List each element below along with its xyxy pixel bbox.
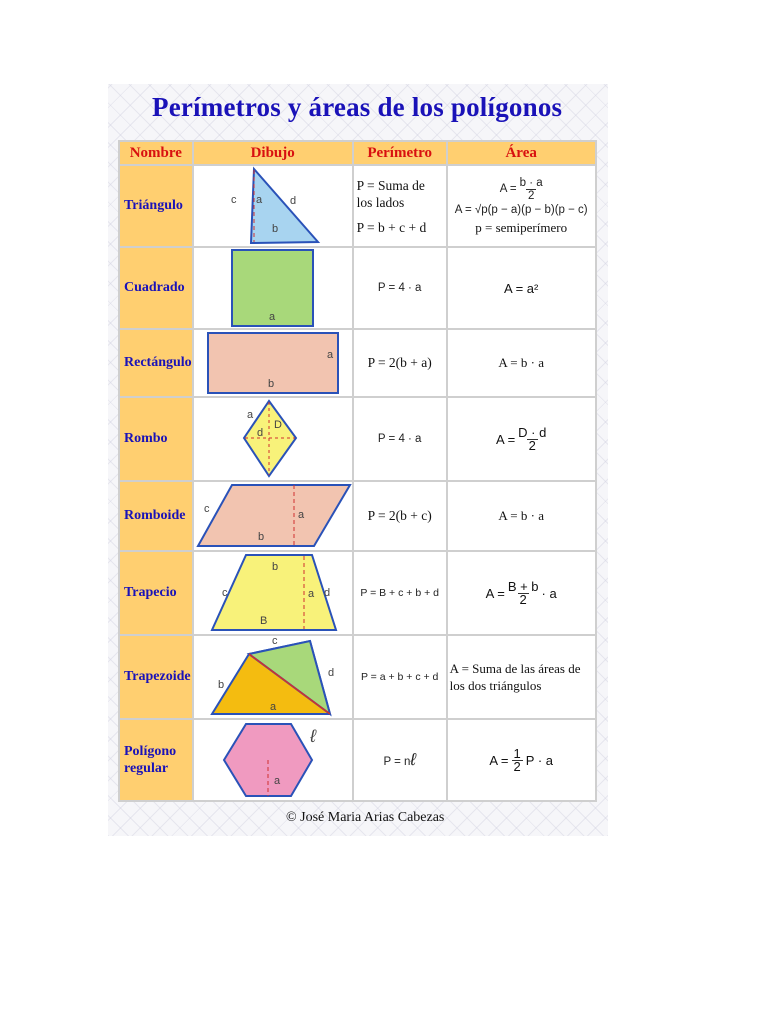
label-b: b bbox=[217, 679, 224, 691]
copyright-text: © José Maria Arias Cabezas bbox=[286, 810, 445, 825]
label-d: d bbox=[289, 195, 296, 207]
label-d: d bbox=[327, 667, 334, 679]
header-row bbox=[120, 142, 595, 164]
perimeter-trapecio: P = B + c + b + d bbox=[354, 552, 446, 634]
drawing-trapecio bbox=[194, 552, 352, 634]
perimeter-rectangulo: P = 2(b + a) bbox=[354, 330, 446, 396]
drawing-cuadrado bbox=[194, 248, 352, 328]
semiperimeter-note: p = semiperímero bbox=[475, 219, 568, 235]
label-a: a bbox=[269, 701, 276, 713]
label-c: c bbox=[230, 194, 237, 206]
name-trapecio: Trapecio bbox=[120, 552, 192, 634]
label-a: a bbox=[326, 349, 333, 361]
row-triangulo bbox=[120, 166, 595, 246]
rectangle-figure bbox=[194, 330, 352, 396]
label-c: c bbox=[221, 587, 228, 599]
label-d: d bbox=[256, 427, 263, 439]
perimeter-cuadrado: P = 4 · a bbox=[354, 248, 446, 328]
name-cuadrado: Cuadrado bbox=[120, 248, 192, 328]
rhomboid-figure bbox=[194, 482, 352, 550]
heron-formula: A = √p(p − a)(p − b)(p − c) bbox=[454, 203, 588, 216]
rhombus-figure bbox=[194, 398, 352, 480]
header-nombre: Nombre bbox=[120, 142, 192, 164]
label-a: a bbox=[246, 409, 253, 421]
area-poligono-regular: A = $\frac{1}{2}$ P · a bbox=[448, 720, 595, 800]
name-romboide: Romboide bbox=[120, 482, 192, 550]
drawing-trapezoide bbox=[194, 636, 352, 718]
name-rectangulo: Rectángulo bbox=[120, 330, 192, 396]
name-trapezoide: Trapezoide bbox=[120, 636, 192, 718]
area-cuadrado: A = a² bbox=[448, 248, 595, 328]
label-a: a bbox=[273, 775, 280, 787]
label-a: a bbox=[297, 509, 304, 521]
label-b: b bbox=[271, 561, 278, 573]
trapezoid-irregular-figure bbox=[194, 636, 352, 718]
row-trapecio bbox=[120, 552, 595, 634]
row-rectangulo bbox=[120, 330, 595, 396]
area-rectangulo: A = b · a bbox=[448, 330, 595, 396]
perimeter-poligono-regular: P = nℓ bbox=[354, 720, 446, 800]
label-a: a bbox=[255, 194, 262, 206]
page-title: Perímetros y áreas de los polígonos bbox=[152, 92, 563, 122]
drawing-romboide bbox=[194, 482, 352, 550]
perimeter-trapezoide: P = a + b + c + d bbox=[354, 636, 446, 718]
name-rombo: Rombo bbox=[120, 398, 192, 480]
label-b: b bbox=[267, 378, 274, 390]
label-c: c bbox=[203, 503, 210, 515]
label-b: b bbox=[257, 531, 264, 543]
drawing-rombo bbox=[194, 398, 352, 480]
label-b: b bbox=[271, 223, 278, 235]
label-a: a bbox=[307, 588, 314, 600]
area-rombo: A = $\frac{D \cdot d}{2}$ bbox=[448, 398, 595, 480]
area-triangulo: A = $\frac{b \cdot a}{2}$ A = √p(p − a)(p − b)(p − c) p = semiperímero bbox=[448, 166, 595, 246]
drawing-poligono-regular bbox=[194, 720, 352, 800]
name-poligono-regular: Polígono regular bbox=[120, 720, 192, 800]
perimeter-rombo: P = 4 · a bbox=[354, 398, 446, 480]
perimeter-triangulo: P = Suma de los lados P = b + c + d bbox=[354, 166, 446, 246]
trapezoid-figure bbox=[194, 552, 352, 634]
area-romboide: A = b · a bbox=[448, 482, 595, 550]
row-poligono-regular bbox=[120, 720, 595, 800]
label-D: D bbox=[273, 419, 282, 431]
row-romboide bbox=[120, 482, 595, 550]
perimeter-romboide: P = 2(b + c) bbox=[354, 482, 446, 550]
name-triangulo: Triángulo bbox=[120, 166, 192, 246]
header-perimetro: Perímetro bbox=[354, 142, 446, 164]
drawing-triangulo bbox=[194, 166, 352, 246]
square-figure bbox=[194, 248, 352, 328]
header-area: Área bbox=[448, 142, 595, 164]
drawing-rectangulo bbox=[194, 330, 352, 396]
header-dibujo: Dibujo bbox=[194, 142, 352, 164]
row-trapezoide bbox=[120, 636, 595, 718]
label-B: B bbox=[259, 615, 268, 627]
row-cuadrado bbox=[120, 248, 595, 328]
area-trapecio: A = $\frac{B + b}{2}$ · a bbox=[448, 552, 595, 634]
area-trapezoide: A = Suma de las áreas de los dos triángulos bbox=[448, 636, 595, 718]
label-c: c bbox=[271, 636, 278, 647]
label-l: ℓ bbox=[309, 726, 316, 746]
triangle-figure bbox=[194, 166, 352, 246]
label-a: a bbox=[268, 311, 275, 323]
row-rombo bbox=[120, 398, 595, 480]
hexagon-figure bbox=[194, 720, 352, 800]
formula-table bbox=[118, 140, 597, 802]
label-d: d bbox=[323, 587, 330, 599]
